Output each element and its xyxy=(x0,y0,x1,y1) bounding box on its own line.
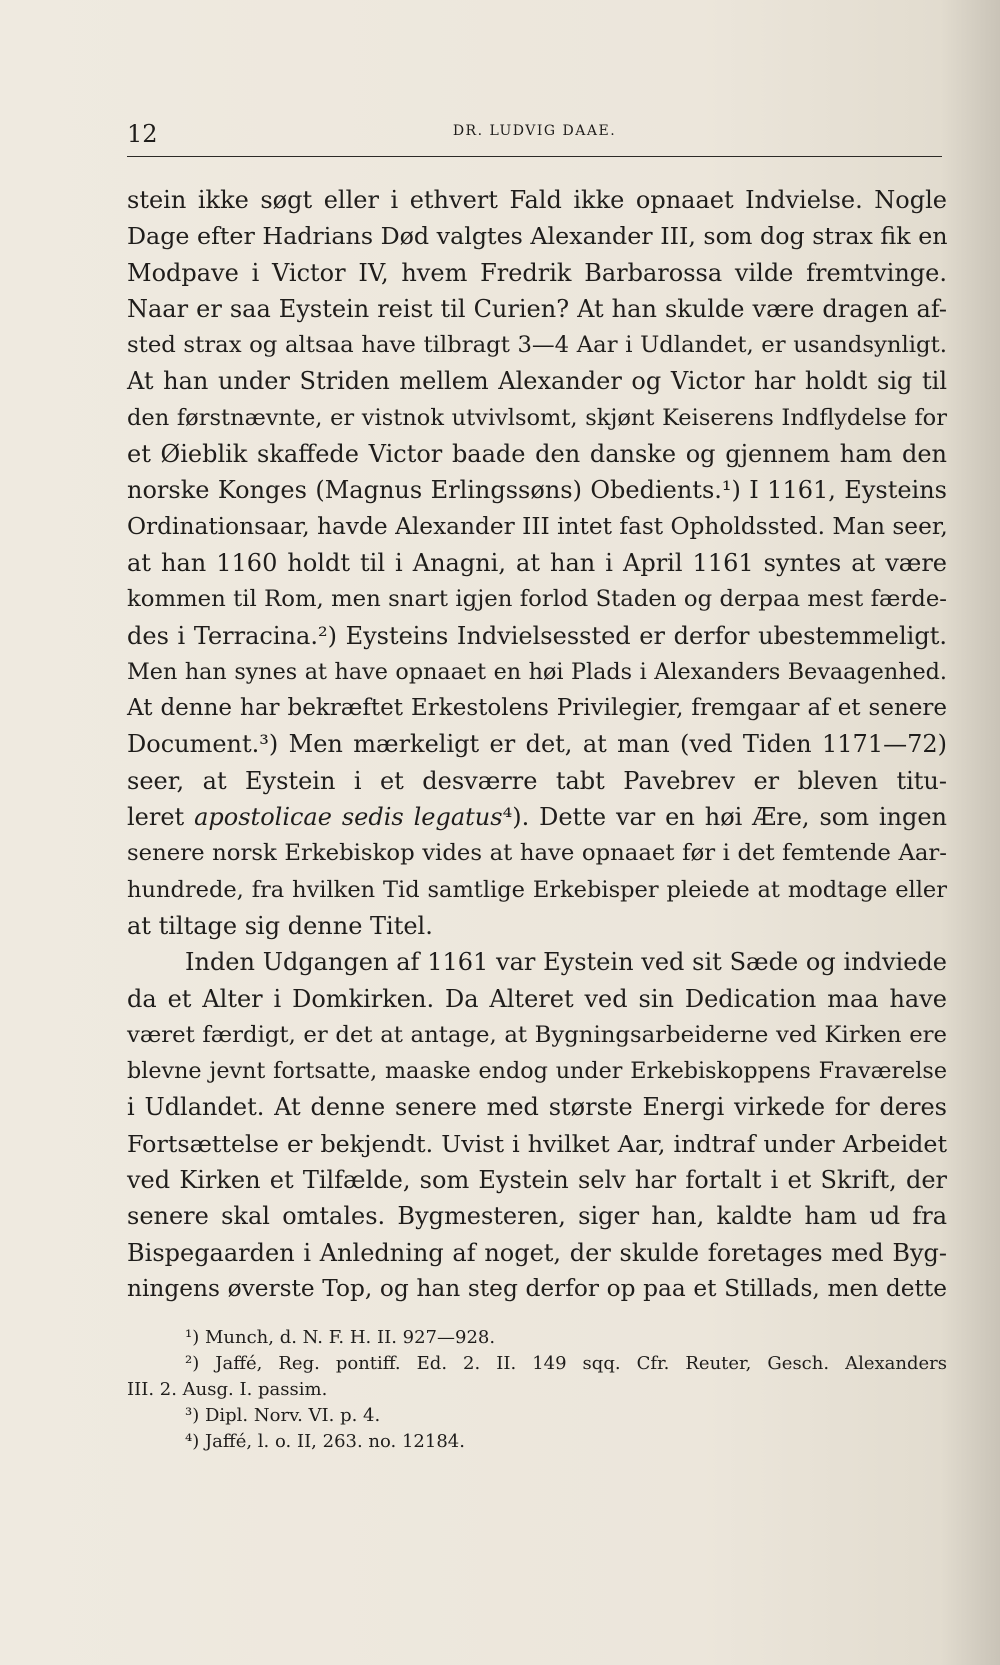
text-line: hundrede, fra hvilken Tid samtlige Erkebisper pleiede at modtage eller xyxy=(127,876,947,903)
page-header xyxy=(127,120,942,157)
text-line: At denne har bekræftet Erkestolens Privilegier, fremgaar af et senere xyxy=(127,695,947,722)
footnote: ⁴) Jaffé, l. o. II, 263. no. 12184. xyxy=(185,1431,465,1452)
text-line: Modpave i Victor IV, hvem Fredrik Barbarossa vilde fremtvinge. xyxy=(127,258,947,287)
text-line: ved Kirken et Tilfælde, som Eystein selv har fortalt i et Skrift, der xyxy=(127,1166,947,1195)
text-line: Bispegaarden i Anledning af noget, der skulde foretages med Byg- xyxy=(127,1238,947,1267)
text-line: været færdigt, er det at antage, at Bygningsarbeiderne ved Kirken ere xyxy=(127,1021,947,1048)
footnote-continuation: III. 2. Ausg. I. passim. xyxy=(127,1379,328,1400)
text-line: i Udlandet. At denne senere med største Energi virkede for deres xyxy=(127,1093,947,1122)
text-line: seer, at Eystein i et desværre tabt Pavebrev er bleven titu- xyxy=(127,766,947,795)
page-number: 12 xyxy=(127,120,158,148)
running-head: DR. LUDVIG DAAE. xyxy=(452,123,617,139)
text-line: Inden Udgangen af 1161 var Eystein ved sit Sæde og indviede xyxy=(185,948,947,977)
text-line: da et Alter i Domkirken. Da Alteret ved sin Dedication maa have xyxy=(127,984,947,1013)
text-line: blevne jevnt fortsatte, maaske endog under Erkebiskoppens Fraværelse xyxy=(127,1058,947,1085)
text-line: den førstnævnte, er vistnok utvivlsomt, skjønt Keiserens Indflydelse for xyxy=(127,404,947,431)
text-line: At han under Striden mellem Alexander og Victor har holdt sig til xyxy=(127,367,947,396)
text-line: ningens øverste Top, og han steg derfor op paa et Stillads, men dette xyxy=(127,1274,947,1302)
text-line: Men han synes at have opnaaet en høi Plads i Alexanders Bevaagenhed. xyxy=(127,658,947,685)
text-line: des i Terracina.²) Eysteins Indvielsessted er derfor ubestemmeligt. xyxy=(127,621,947,650)
body-text xyxy=(127,182,947,1307)
text-line: at tiltage sig denne Titel. xyxy=(127,911,433,940)
text-line: leret apostolicae sedis legatus⁴). Dette var en høi Ære, som ingen xyxy=(127,803,948,832)
footnotes xyxy=(127,1325,947,1455)
text-line: senere norsk Erkebiskop vides at have opnaaet før i det femtende Aar- xyxy=(127,840,947,867)
text-line: Naar er saa Eystein reist til Curien? At han skulde være dragen af- xyxy=(127,294,947,323)
text-line: Fortsættelse er bekjendt. Uvist i hvilket Aar, indtraf under Arbeidet xyxy=(127,1129,947,1158)
text-line: norske Konges (Magnus Erlingssøns) Obedients.¹) I 1161, Eysteins xyxy=(127,476,947,505)
footnote: ³) Dipl. Norv. VI. p. 4. xyxy=(185,1405,381,1426)
text-line: sted strax og altsaa have tilbragt 3—4 Aar i Udlandet, er usandsynligt. xyxy=(127,332,947,359)
text-line: kommen til Rom, men snart igjen forlod Staden og derpaa mest færde- xyxy=(127,586,947,613)
footnote: ¹) Munch, d. N. F. H. II. 927—928. xyxy=(185,1327,496,1348)
text-line: senere skal omtales. Bygmesteren, siger han, kaldte ham ud fra xyxy=(127,1202,947,1231)
text-line: stein ikke søgt eller i ethvert Fald ikke opnaaet Indvielse. Nogle xyxy=(127,186,947,214)
text-line: Document.³) Men mærkeligt er det, at man (ved Tiden 1171—72) xyxy=(127,730,947,759)
text-line: at han 1160 holdt til i Anagni, at han i April 1161 syntes at være xyxy=(127,548,947,577)
text-line: Ordinationsaar, havde Alexander III intet fast Opholdssted. Man seer, xyxy=(127,512,948,540)
italic-phrase: apostolicae sedis legatus xyxy=(194,803,503,832)
footnote: ²) Jaffé, Reg. pontiff. Ed. 2. II. 149 sqq. Cfr. Reuter, Gesch. Alexanders xyxy=(185,1353,947,1374)
text-line: Dage efter Hadrians Død valgtes Alexander III, som dog strax fik en xyxy=(127,222,948,251)
text-line: et Øieblik skaffede Victor baade den danske og gjennem ham den xyxy=(127,440,947,469)
